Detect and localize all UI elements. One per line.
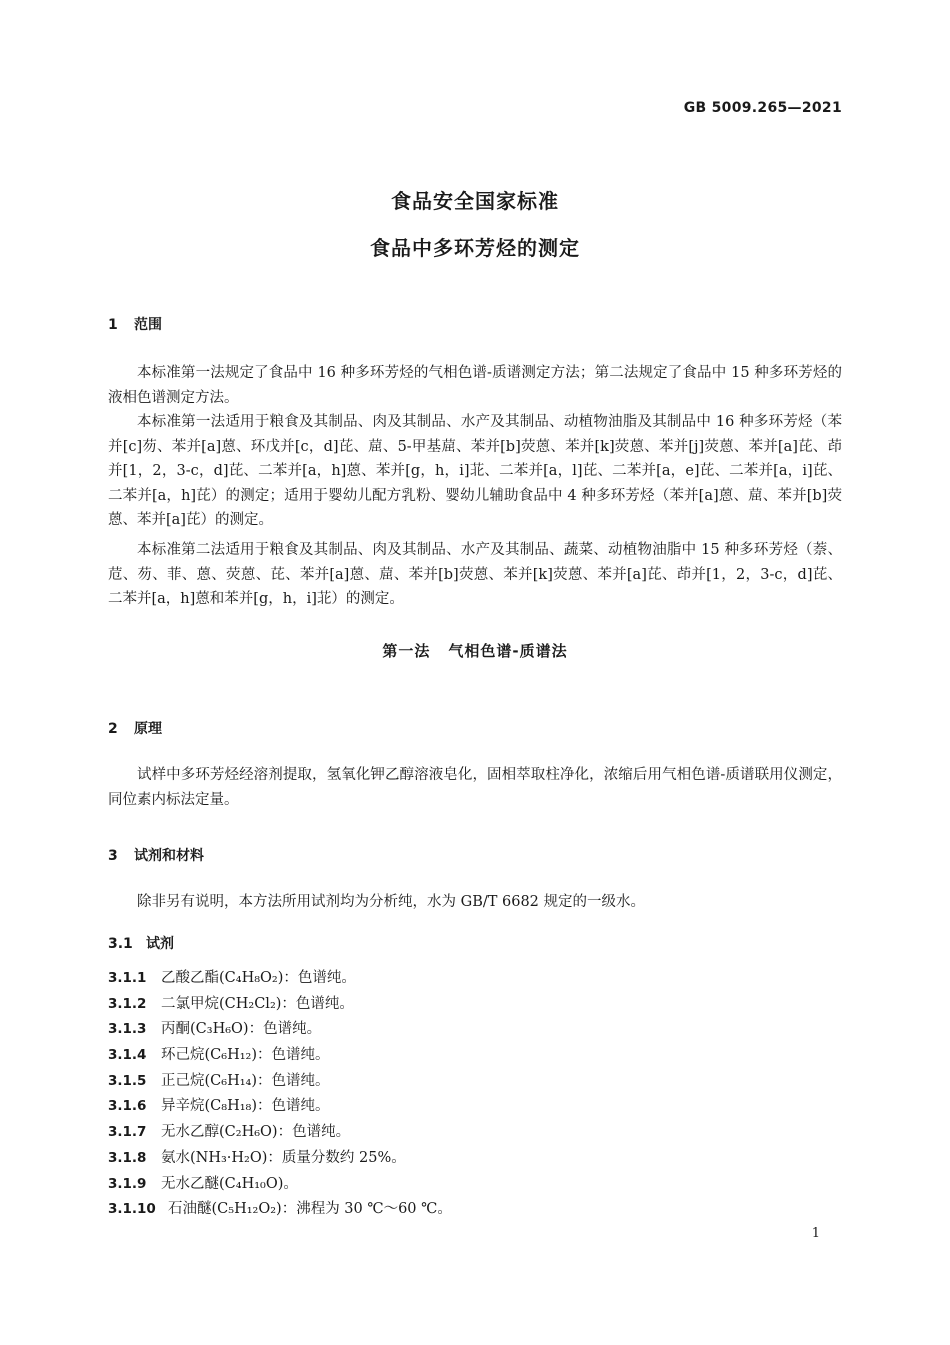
item-text: 正己烷(C₆H₁₄)：色谱纯。	[161, 1072, 330, 1089]
paragraph: 本标准第一法适用于粮食及其制品、肉及其制品、水产及其制品、动植物油脂及其制品中 16 种多环芳烃（苯并[c]芴、苯并[a]蒽、环戊并[c，d]芘、䓛、5-甲基䓛、苯并[b]荧蒽、苯并[k]荧蒽、苯并[j]荧蒽、苯并[a]芘、茚并[1，2，3-c，d]芘、二苯并[a，h]蒽、苯并[g，h，i]苝、二苯并[a，l]芘、二苯并[a，e]芘、二苯并[a，i]芘、二苯并[a，h]芘）的测定；适用于婴幼儿配方乳粉、婴幼儿辅助食品中 4 种多环芳烃（苯并[a]蒽、䓛、苯并[b]荧蒽、苯并[a]芘）的测定。	[108, 414, 842, 528]
list-item	[108, 1043, 842, 1069]
item-text: 乙酸乙酯(C₄H₈O₂)：色谱纯。	[161, 970, 356, 986]
list-item	[108, 966, 842, 992]
section-number: 2	[108, 721, 118, 737]
document-subtitle: 食品中多环芳烃的测定	[370, 236, 580, 260]
document-title: 食品安全国家标准	[391, 189, 559, 213]
item-text: 环己烷(C₆H₁₂)：色谱纯。	[161, 1047, 330, 1064]
list-item	[108, 1017, 842, 1043]
item-number: 3.1.10	[108, 1201, 156, 1218]
item-number: 3.1.5	[108, 1072, 147, 1089]
item-number: 3.1.1	[108, 970, 147, 986]
item-text: 二氯甲烷(CH₂Cl₂)：色谱纯。	[161, 995, 354, 1012]
section-2-heading	[108, 718, 162, 738]
section-number: 1	[108, 317, 118, 333]
item-number: 3.1.9	[108, 1175, 147, 1192]
section-3-heading	[108, 845, 204, 865]
section-title: 原理	[134, 721, 162, 737]
item-text: 丙酮(C₃H₆O)：色谱纯。	[161, 1021, 322, 1038]
item-text: 无水乙醚(C₄H₁₀O)。	[161, 1175, 298, 1192]
page-number: 1	[811, 1226, 820, 1241]
paragraph: 本标准第二法适用于粮食及其制品、肉及其制品、水产及其制品、蔬菜、动植物油脂中 15 种多环芳烃（萘、苊、芴、菲、蒽、荧蒽、芘、苯并[a]蒽、䓛、苯并[b]荧蒽、苯并[k]荧蒽、苯并[a]芘、茚并[1，2，3-c，d]芘、二苯并[a，h]蒽和苯并[g，h，i]苝）的测定。	[108, 542, 842, 607]
paragraph: 本标准第一法规定了食品中 16 种多环芳烃的气相色谱-质谱测定方法；第二法规定了食品中 15 种多环芳烃的液相色谱测定方法。	[108, 365, 842, 406]
list-item	[108, 1094, 842, 1120]
list-item	[108, 1120, 842, 1146]
item-number: 3.1.2	[108, 995, 147, 1012]
item-text: 石油醚(C₅H₁₂O₂)：沸程为 30 ℃～60 ℃。	[168, 1201, 452, 1218]
standard-code: GB 5009.265—2021	[683, 100, 842, 116]
list-item	[108, 1197, 842, 1223]
section-number: 3	[108, 848, 118, 864]
paragraph: 试样中多环芳烃经溶剂提取，氢氧化钾乙醇溶液皂化，固相萃取柱净化，浓缩后用气相色谱-质谱联用仪测定，同位素内标法定量。	[108, 767, 842, 808]
section-title: 试剂	[146, 936, 174, 952]
section-number: 3.1	[108, 936, 133, 952]
list-item	[108, 1172, 842, 1198]
section-3-1-heading	[108, 933, 174, 953]
item-text: 无水乙醇(C₂H₆O)：色谱纯。	[161, 1124, 351, 1141]
list-item	[108, 1146, 842, 1172]
paragraph: 除非另有说明，本方法所用试剂均为分析纯，水为 GB/T 6682 规定的一级水。	[137, 894, 646, 910]
section-title: 试剂和材料	[134, 848, 204, 864]
item-text: 异辛烷(C₈H₁₈)：色谱纯。	[161, 1098, 330, 1115]
list-item	[108, 992, 842, 1018]
reagent-list	[108, 966, 842, 1223]
item-number: 3.1.4	[108, 1047, 147, 1064]
item-text: 氨水(NH₃·H₂O)：质量分数约 25%。	[161, 1149, 406, 1166]
item-number: 3.1.7	[108, 1124, 147, 1141]
method-label: 第一法	[382, 642, 431, 660]
method-name: 气相色谱-质谱法	[448, 642, 568, 660]
item-number: 3.1.3	[108, 1021, 147, 1038]
section-title: 范围	[134, 317, 162, 333]
method-title	[0, 640, 950, 661]
item-number: 3.1.6	[108, 1098, 147, 1115]
section-1-heading	[108, 314, 162, 334]
list-item	[108, 1069, 842, 1095]
item-number: 3.1.8	[108, 1149, 147, 1166]
